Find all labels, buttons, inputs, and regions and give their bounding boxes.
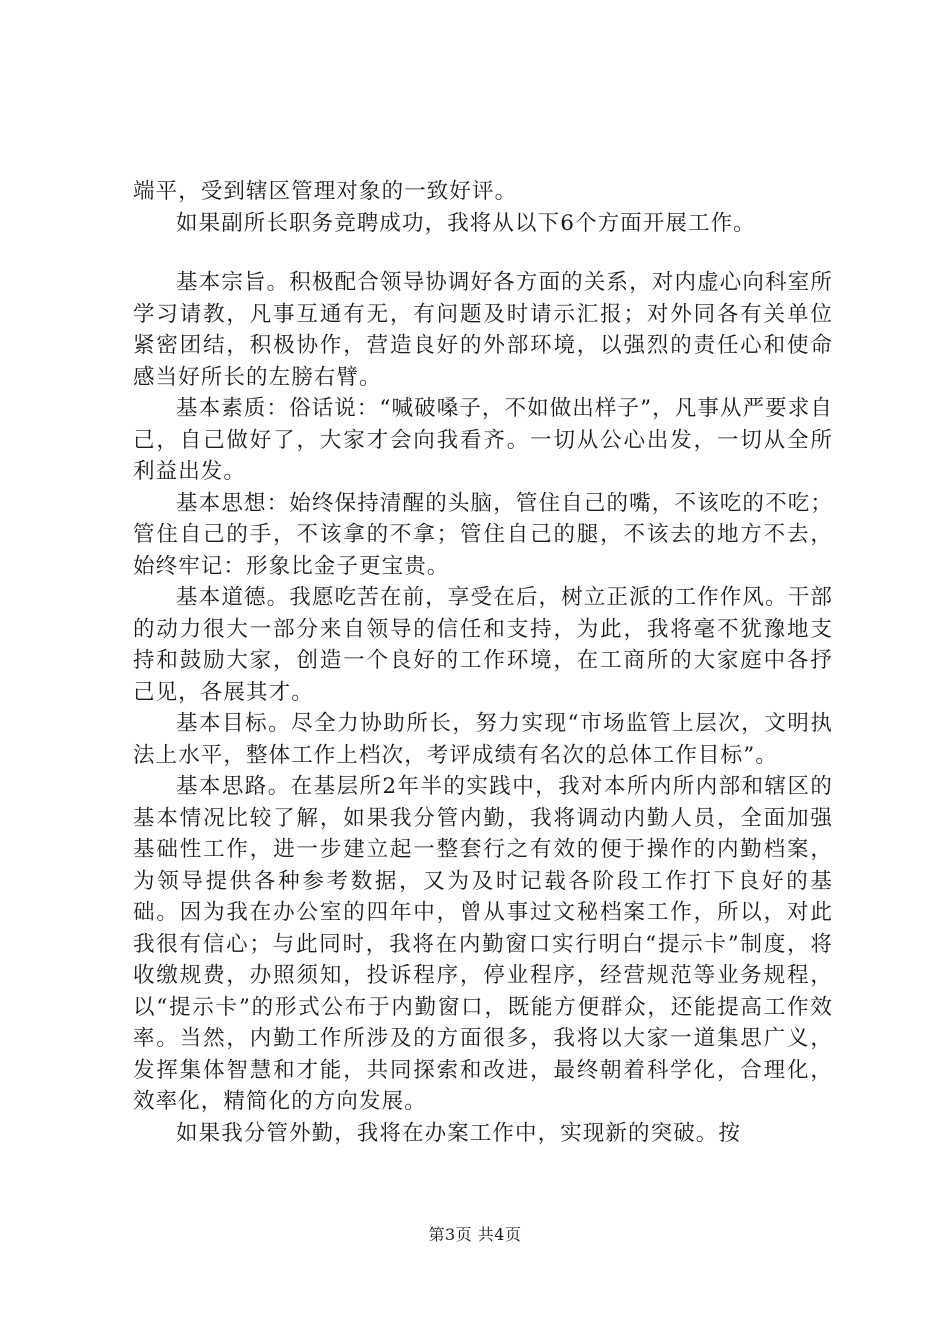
paragraph-continuation: 端平，受到辖区管理对象的一致好评。 (133, 179, 518, 204)
paragraph-basic-thought: 基本思想：始终保持清醒的头脑，管住自己的嘴，不该吃的不吃；管住自己的手，不该拿的不拿；管住自己的腿，不该去的地方不去，始终牢记：形象比金子更宝贵。 (133, 490, 833, 579)
document-body (133, 176, 833, 1149)
paragraph-field-work: 如果我分管外勤，我将在办案工作中，实现新的突破。按 (176, 1120, 742, 1146)
paragraph-basic-goal: 基本目标。尽全力协助所长，努力实现“市场监管上层次，文明执法上水平，整体工作上档次，考评成绩有名次的总体工作目标”。 (133, 711, 833, 768)
page-footer: 第3页 共4页 (428, 1225, 522, 1244)
paragraph-basic-purpose: 基本宗旨。积极配合领导协调好各方面的关系，对内虚心向科室所学习请教，凡事互通有无，有问题及时请示汇报；对外同各有关单位紧密团结，积极协作，营造良好的外部环境，以强烈的责任心和使命感当好所长的左膀右臂。 (133, 270, 833, 390)
paragraph-intro: 如果副所长职务竞聘成功，我将从以下6个方面开展工作。 (176, 210, 756, 236)
paragraph-basic-morality: 基本道德。我愿吃苦在前，享受在后，树立正派的工作作风。干部的动力很大一部分来自领导的信任和支持，为此，我将毫不犹豫地支持和鼓励大家，创造一个良好的工作环境，在工商所的大家庭中各抒己见，各展其才。 (133, 585, 833, 705)
paragraph-basic-quality: 基本素质：俗话说：“喊破嗓子，不如做出样子”，凡事从严要求自己，自己做好了，大家才会向我看齐。一切从公心出发，一切从全所利益出发。 (133, 396, 833, 484)
paragraph-basic-approach: 基本思路。在基层所2年半的实践中，我对本所内所内部和辖区的基本情况比较了解，如果我分管内勤，我将调动内勤人员，全面加强基础性工作，进一步建立起一整套行之有效的便于操作的内勤档案，为领导提供各种参考数据，又为及时记载各阶段工作打下良好的基础。因为我在办公室的四年中，曾从事过文秘档案工作，所以，对此我很有信心；与此同时，我将在内勤窗口实行明白“提示卡”制度，将收缴规费，办照须知，投诉程序，停业程序，经营规范等业务规程，以“提示卡”的形式公布于内勤窗口，既能方便群众，还能提高工作效率。当然，内勤工作所涉及的方面很多，我将以大家一道集思广义，发挥集体智慧和才能，共同探索和改进，最终朝着科学化，合理化，效率化，精简化的方向发展。 (133, 774, 833, 1114)
